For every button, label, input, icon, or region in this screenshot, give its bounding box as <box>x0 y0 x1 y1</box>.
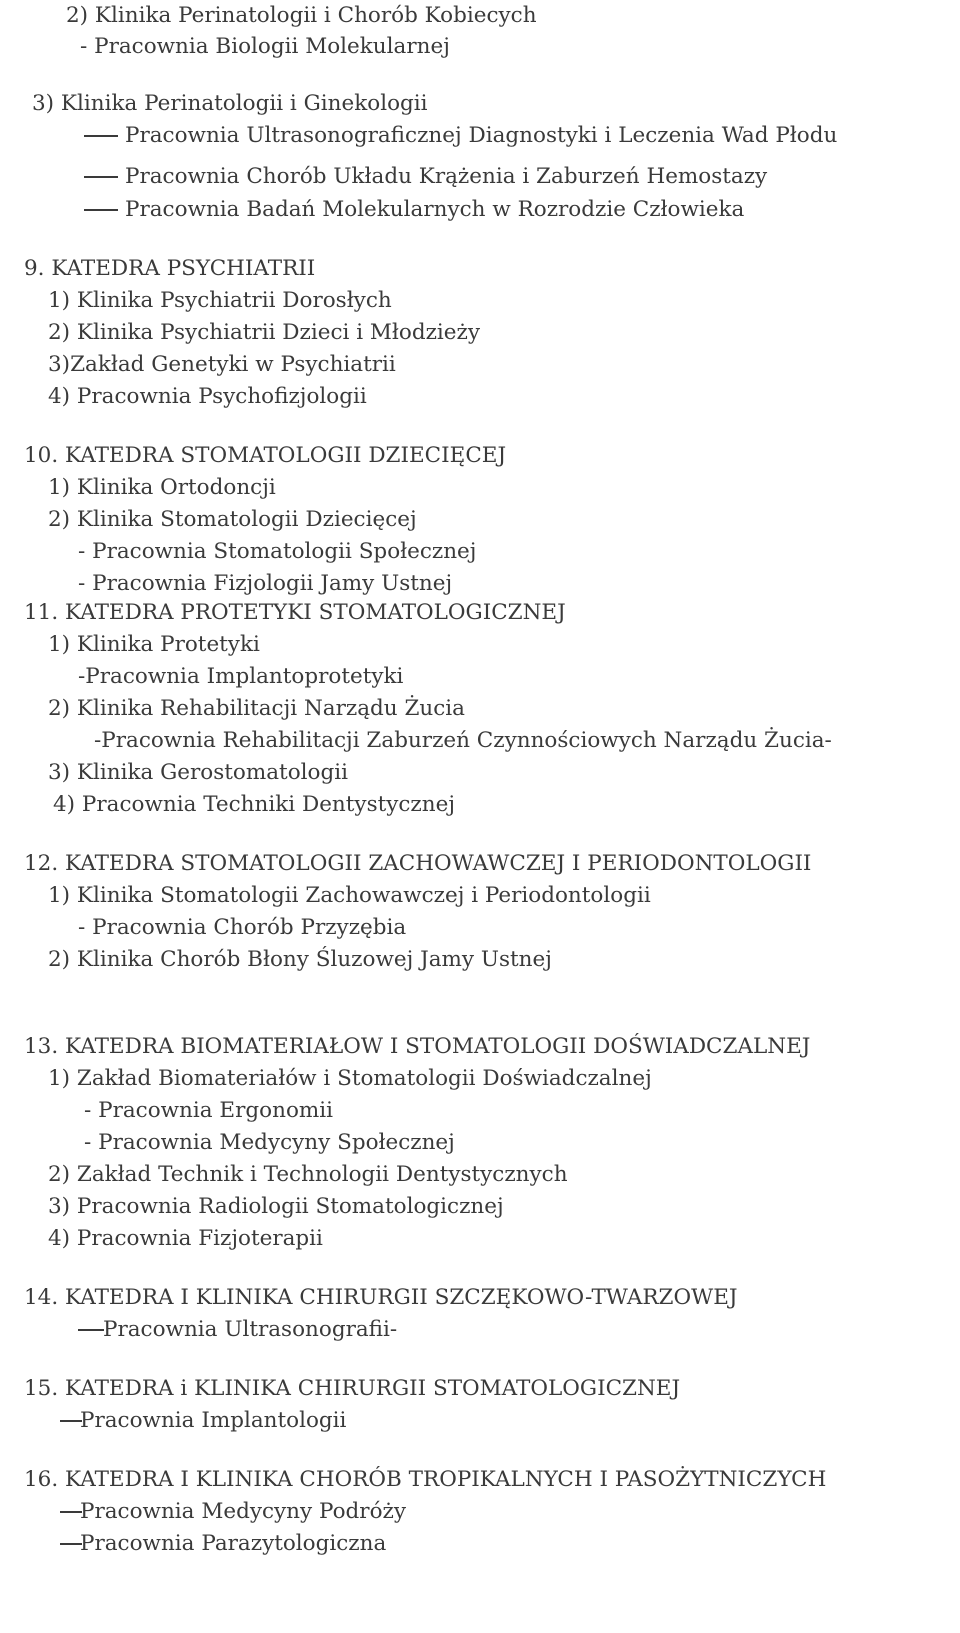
line-text: 2) Klinika Perinatologii i Chorób Kobiecych <box>66 3 537 28</box>
line-text: Pracownia Ultrasonografii- <box>103 1317 398 1342</box>
line-text: -Pracownia Rehabilitacji Zaburzeń Czynnościowych Narządu Żucia- <box>94 728 832 753</box>
line-text: 4) Pracownia Fizjoterapii <box>48 1226 323 1251</box>
line-text: 3) Pracownia Radiologii Stomatologicznej <box>48 1194 504 1219</box>
line-text: Pracownia Chorób Układu Krążenia i Zaburzeń Hemostazy <box>125 164 768 189</box>
line-text: 13. KATEDRA BIOMATERIAŁOW I STOMATOLOGII DOŚWIADCZALNEJ <box>24 1034 811 1059</box>
line-text: 3) Klinika Gerostomatologii <box>48 760 348 785</box>
dash-bullet <box>84 135 118 137</box>
dash-bullet <box>60 1511 82 1513</box>
line-text: 3) Klinika Perinatologii i Ginekologii <box>32 91 428 116</box>
line-text: 1) Klinika Stomatologii Zachowawczej i Periodontologii <box>48 883 651 908</box>
line-text: 2) Klinika Stomatologii Dziecięcej <box>48 507 417 532</box>
line-text: - Pracownia Biologii Molekularnej <box>80 34 450 59</box>
line-text: 1) Zakład Biomateriałów i Stomatologii Doświadczalnej <box>48 1066 652 1091</box>
line-text: - Pracownia Stomatologii Społecznej <box>78 539 477 564</box>
line-text: Pracownia Ultrasonograficznej Diagnostyki i Leczenia Wad Płodu <box>125 123 838 148</box>
line-text: 9. KATEDRA PSYCHIATRII <box>24 256 316 281</box>
dash-bullet <box>78 1329 104 1331</box>
dash-bullet <box>60 1420 82 1422</box>
line-text: Pracownia Parazytologiczna <box>80 1531 387 1556</box>
line-text: 2) Zakład Technik i Technologii Dentystycznych <box>48 1162 568 1187</box>
line-text: Pracownia Medycyny Podróży <box>80 1499 406 1524</box>
line-text: 10. KATEDRA STOMATOLOGII DZIECIĘCEJ <box>24 443 507 468</box>
line-text: 14. KATEDRA I KLINIKA CHIRURGII SZCZĘKOWO-TWARZOWEJ <box>24 1285 738 1310</box>
line-text: - Pracownia Medycyny Społecznej <box>84 1130 455 1155</box>
dash-bullet <box>84 209 118 211</box>
line-text: - Pracownia Fizjologii Jamy Ustnej <box>78 571 453 596</box>
line-text: 2) Klinika Rehabilitacji Narządu Żucia <box>48 696 465 721</box>
line-text: 16. KATEDRA I KLINIKA CHORÓB TROPIKALNYCH I PASOŻYTNICZYCH <box>24 1467 827 1492</box>
line-text: 3)Zakład Genetyki w Psychiatrii <box>48 352 396 377</box>
line-text: 1) Klinika Ortodoncji <box>48 475 276 500</box>
dash-bullet <box>84 176 118 178</box>
line-text: Pracownia Badań Molekularnych w Rozrodzie Człowieka <box>125 197 745 222</box>
line-text: - Pracownia Ergonomii <box>84 1098 334 1123</box>
line-text: - Pracownia Chorób Przyzębia <box>78 915 407 940</box>
line-text: 12. KATEDRA STOMATOLOGII ZACHOWAWCZEJ I PERIODONTOLOGII <box>24 851 812 876</box>
line-text: 4) Pracownia Techniki Dentystycznej <box>53 792 455 817</box>
line-text: 15. KATEDRA i KLINIKA CHIRURGII STOMATOLOGICZNEJ <box>24 1376 681 1401</box>
line-text: 11. KATEDRA PROTETYKI STOMATOLOGICZNEJ <box>24 600 566 625</box>
line-text: 2) Klinika Chorób Błony Śluzowej Jamy Ustnej <box>48 947 552 972</box>
line-text: Pracownia Implantologii <box>80 1408 347 1433</box>
line-text: 1) Klinika Protetyki <box>48 632 260 657</box>
dash-bullet <box>60 1543 82 1545</box>
line-text: -Pracownia Implantoprotetyki <box>78 664 404 689</box>
line-text: 2) Klinika Psychiatrii Dzieci i Młodzieży <box>48 320 480 345</box>
line-text: 1) Klinika Psychiatrii Dorosłych <box>48 288 392 313</box>
line-text: 4) Pracownia Psychofizjologii <box>48 384 367 409</box>
